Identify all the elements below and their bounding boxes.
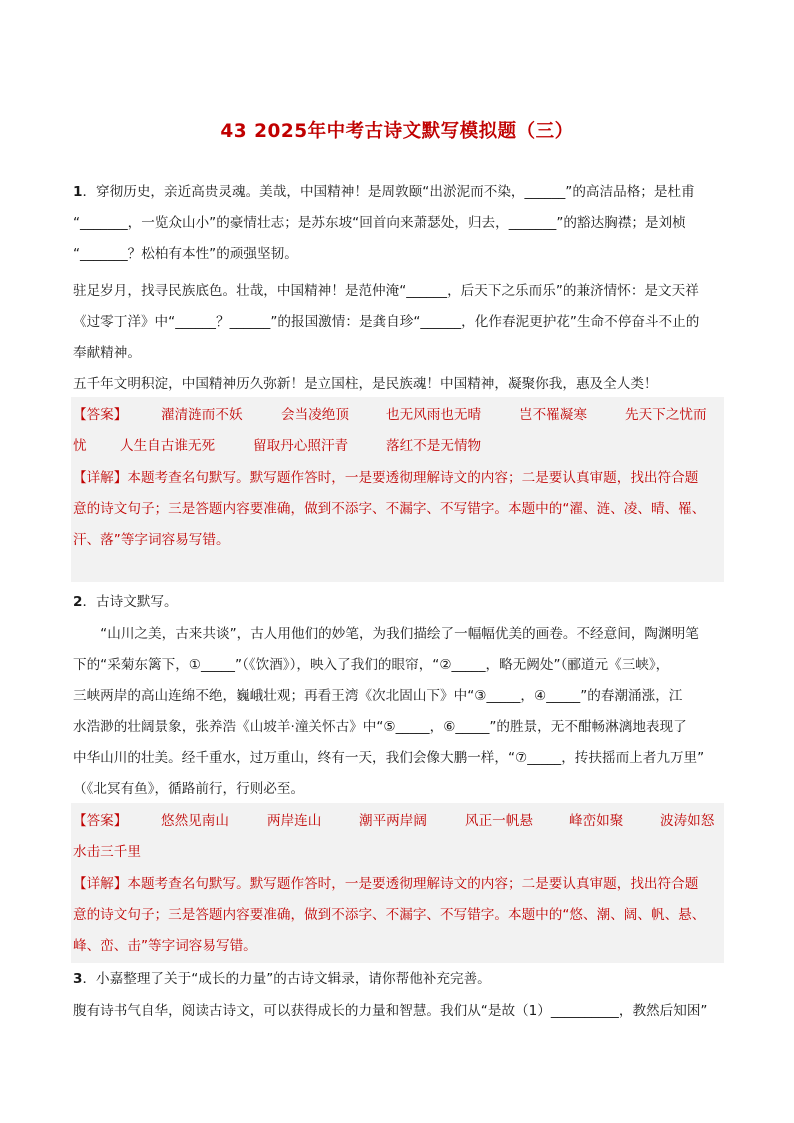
answer-item: 潮平两岸阔 [359,813,427,829]
question-2-line: 三峡两岸的高山连绵不绝，巍峨壮观；再看王湾《次北固山下》中“③_____，④_____”的春潮涌涨，江 [73,688,683,704]
question-text: ．小嘉整理了关于“成长的力量”的古诗文辑录，请你帮他补充完善。 [82,971,491,987]
answer-item: 先天下之忧而 [625,407,707,423]
answer-item: 风正一帆悬 [465,813,533,829]
answer-item: 会当凌绝顶 [281,407,349,423]
question-number: 2 [73,594,83,610]
answer-item: 落红不是无情物 [386,438,482,454]
document-title: 43 2025年中考古诗文默写模拟题（三） [220,121,574,142]
question-text: ．穿彻历史，亲近高贵灵魂。美哉，中国精神！是周敦颐“出淤泥而不染，______”的高洁品格；是杜甫 [82,184,695,200]
question-number: 1 [73,184,83,200]
question-1-line [73,182,695,202]
detail-line [73,874,698,894]
question-1-line: 《过零丁洋》中“______？______”的报国激情：是龚自珍“______，化作春泥更护花”生命不停奋斗不止的 [73,314,700,330]
question-3-line [73,969,491,989]
detail-label: 【详解】 [73,470,128,486]
detail-line: 意的诗文句子；三是答题内容要准确，做到不添字、不漏字、不写错字。本题中的“濯、涟、凌、晴、罹、 [73,501,706,517]
answer-item: 人生自古谁无死 [120,438,216,454]
detail-text: 本题考查名句默写。默写题作答时，一是要透彻理解诗文的内容；二是要认真审题，找出符合题 [127,470,699,486]
answer-item: 峰峦如聚 [569,813,624,829]
detail-line [73,468,698,488]
answer-item: 波涛如怒 [660,813,715,829]
answer-item: 也无风雨也无晴 [386,407,482,423]
question-1-line: 奉献精神。 [73,345,141,361]
answer-label: 【答案】 [73,407,128,423]
question-2-line: “山川之美，古来共谈”，古人用他们的妙笔，为我们描绘了一幅幅优美的画卷。不经意间，陶渊明笔 [73,626,699,642]
detail-text: 本题考查名句默写。默写题作答时，一是要透彻理解诗文的内容；二是要认真审题，找出符合题 [127,876,699,892]
detail-line: 峰、峦、击”等字词容易写错。 [73,938,257,954]
answer-item: 水击三千里 [73,844,141,860]
question-2-line: 水浩渺的壮阔景象，张养浩《山坡羊·潼关怀古》中“⑤_____，⑥_____”的胜景，无不酣畅淋漓地表现了 [73,719,687,735]
question-2-line: 中华山川的壮美。经千重水，过万重山，终有一天，我们会像大鹏一样，“⑦_____，抟扶摇而上者九万里” [73,750,705,766]
answer-line [73,811,127,831]
question-text: ．古诗文默写。 [82,594,178,610]
question-1-line: “_______，一览众山小”的豪情壮志；是苏东坡“回首向来萧瑟处，归去，_______”的豁达胸襟；是刘桢 [73,215,686,231]
question-2-line: （《北冥有鱼》，循路前行，行则必至。 [73,781,305,797]
detail-line: 汗、落”等字词容易写错。 [73,532,230,548]
answer-label: 【答案】 [73,813,128,829]
answer-item: 留取丹心照汗青 [253,438,349,454]
detail-label: 【详解】 [73,876,128,892]
answer-line [73,405,127,425]
question-1-line: 驻足岁月，找寻民族底色。壮哉，中国精神！是范仲淹“______，后天下之乐而乐”的兼济情怀：是文天祥 [73,283,699,299]
answer-item: 忧 [73,438,87,454]
detail-line: 意的诗文句子；三是答题内容要准确，做到不添字、不漏字、不写错字。本题中的“悠、潮、阔、帆、悬、 [73,907,706,923]
question-2-line: 下的“采菊东篱下，①_____”（《饮酒》），映入了我们的眼帘，“②_____，略无阙处”（郦道元《三峡》， [73,657,670,673]
question-number: 3 [73,971,83,987]
question-1-line: “_______？松柏有本性”的顽强坚韧。 [73,246,298,262]
question-3-line: 腹有诗书气自华，阅读古诗文，可以获得成长的力量和智慧。我们从“是故（1）__________，教然后知困” [73,1003,708,1019]
answer-item: 两岸连山 [267,813,322,829]
answer-item: 悠然见南山 [161,813,229,829]
question-2-line [73,592,178,612]
answer-item: 濯清涟而不妖 [161,407,243,423]
question-1-line: 五千年文明积淀，中国精神历久弥新！是立国柱，是民族魂！中国精神，凝聚你我，惠及全人类！ [73,376,658,392]
answer-item: 岂不罹凝寒 [519,407,587,423]
